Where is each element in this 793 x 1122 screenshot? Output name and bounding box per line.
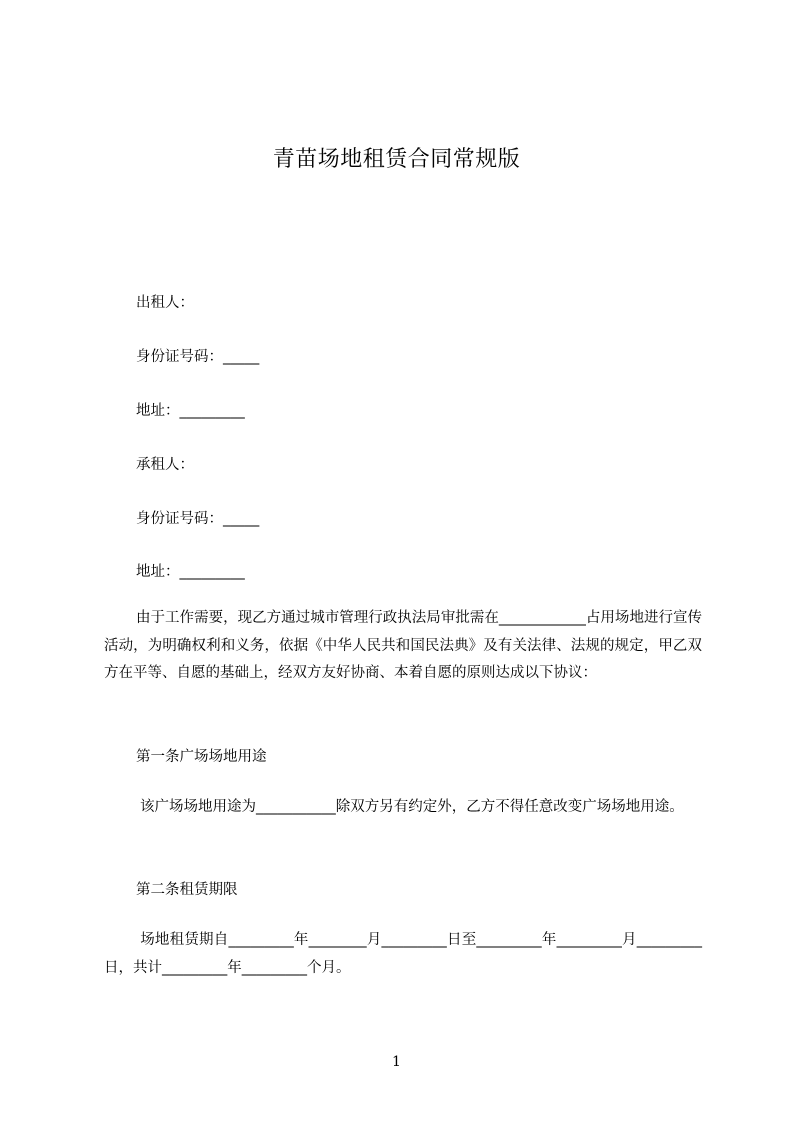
article-1-paragraph	[104, 794, 702, 822]
lessor-address: 地址：_________	[136, 403, 245, 419]
lessor-id-number: 身份证号码：_____	[136, 349, 260, 365]
lessee-address: 地址：_________	[136, 564, 245, 580]
article-2-heading: 第二条租赁期限	[136, 882, 238, 898]
article-1-heading: 第一条广场场地用途	[136, 749, 267, 765]
preamble-paragraph	[104, 605, 702, 688]
lessee-label: 承租人：	[136, 457, 194, 473]
lessee-id-number: 身份证号码：_____	[136, 511, 260, 527]
article-1-body: 该广场场地用途为___________除双方另有约定外，乙方不得任意改变广场场地用途。	[140, 799, 684, 815]
preamble-text: 由于工作需要，现乙方通过城市管理行政执法局审批需在____________占用场地进行宣传活动，为明确权利和义务，依据《中华人民共和国民法典》及有关法律、法规的规定，甲乙双方在平等、自愿的基础上，经双方友好协商、本着自愿的原则达成以下协议：	[104, 610, 702, 681]
document-title: 青苗场地租赁合同常规版	[272, 147, 521, 172]
page-number: 1	[392, 1054, 401, 1070]
article-2-body: 场地租赁期自_________年________月_________日至_________年_________月_________日，共计_________年_________个月。	[104, 932, 702, 976]
lessor-label: 出租人：	[136, 295, 194, 311]
article-2-paragraph	[104, 927, 702, 982]
